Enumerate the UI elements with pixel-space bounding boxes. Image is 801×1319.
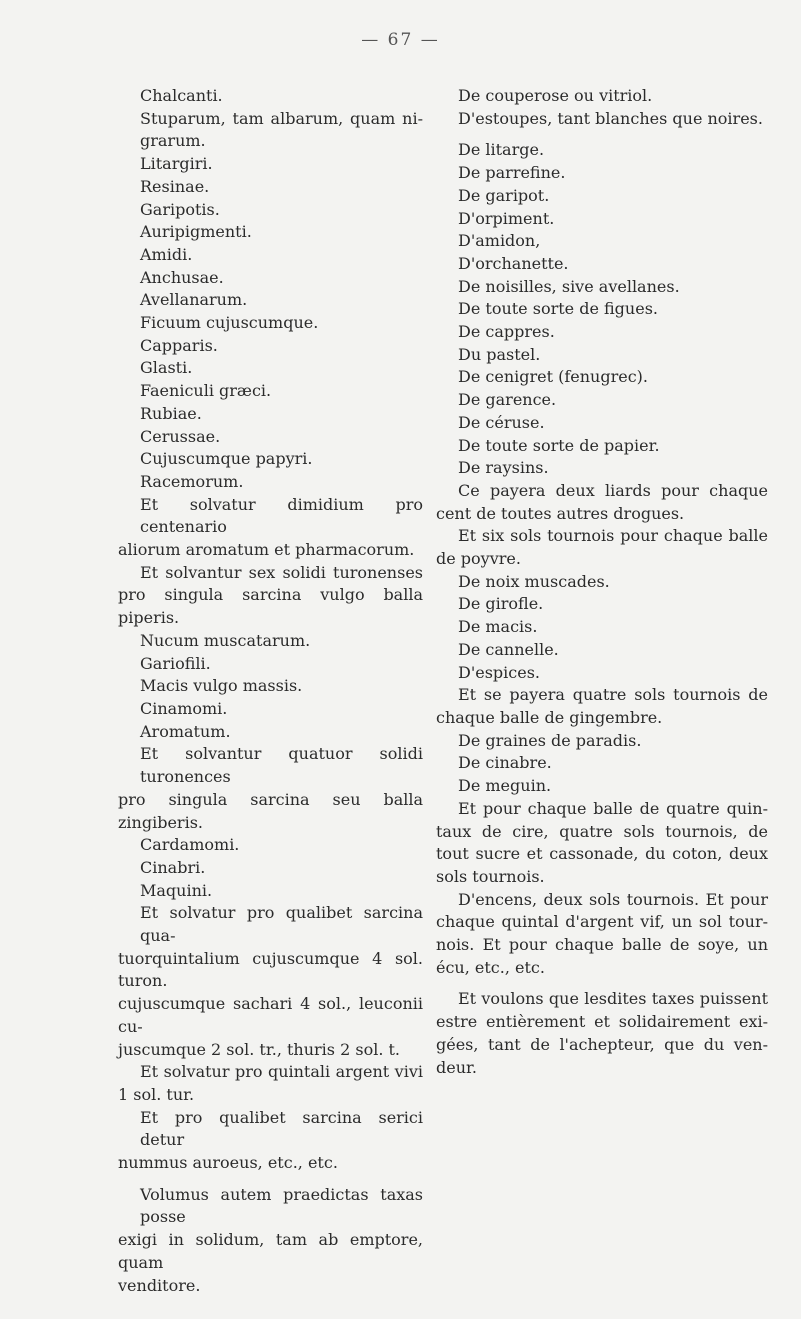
french-text-line: sols tournois. — [436, 866, 545, 886]
french-text-line: Du pastel. — [458, 344, 541, 364]
french-text-line: De girofle. — [458, 594, 544, 614]
french-text-line: De toute sorte de figues. — [458, 299, 658, 319]
latin-text-line: juscumque 2 sol. tr., thuris 2 sol. t. — [118, 1039, 401, 1059]
french-text-line: De noix muscades. — [458, 571, 610, 591]
latin-text-line: 1 sol. tur. — [118, 1084, 195, 1104]
latin-text-line: exigi in solidum, tam ab emptore, quam — [118, 1230, 423, 1272]
french-text-line: deur. — [436, 1057, 477, 1077]
french-text-line: De cannelle. — [458, 639, 559, 659]
latin-text-line: Macis vulgo massis. — [140, 676, 303, 696]
latin-text-line: Cinabri. — [140, 857, 206, 877]
french-column — [436, 85, 768, 1079]
latin-text-line: Avellanarum. — [140, 290, 248, 310]
french-text-line: D'orchanette. — [458, 253, 569, 273]
latin-text-line: nummus auroeus, etc., etc. — [118, 1153, 338, 1173]
french-text-line: Et voulons que lesdites taxes puissent — [458, 989, 768, 1009]
french-text-line: Et pour chaque balle de quatre quin- — [458, 798, 768, 818]
french-text-line: De cappres. — [458, 322, 555, 342]
latin-text-line: aliorum aromatum et pharmacorum. — [118, 540, 415, 560]
latin-text-line: Et pro qualibet sarcina serici detur — [140, 1107, 423, 1150]
latin-text-line: Nucum muscatarum. — [140, 630, 311, 650]
french-text-line: cent de toutes autres drogues. — [436, 503, 685, 523]
latin-text-line: Gariofili. — [140, 653, 211, 673]
latin-text-line: Litargiri. — [140, 154, 213, 174]
french-text-line: De toute sorte de papier. — [458, 435, 660, 455]
french-text-line: De céruse. — [458, 412, 545, 432]
french-text-line: D'estoupes, tant blanches que noires. — [458, 108, 763, 128]
latin-text-line: Ficuum cujuscumque. — [140, 313, 319, 333]
french-text-line: De garipot. — [458, 185, 550, 205]
french-text-line: écu, etc., etc. — [436, 957, 545, 977]
french-text-line: De parrefine. — [458, 163, 566, 183]
latin-text-line: Glasti. — [140, 358, 193, 378]
latin-text-line: Maquini. — [140, 880, 213, 900]
french-text-line: D'amidon, — [458, 231, 541, 251]
latin-text-line: cujuscumque sachari 4 sol., leuconii cu- — [118, 994, 423, 1036]
latin-text-line: Et solvantur sex solidi turonenses — [140, 562, 423, 582]
latin-text-line: Garipotis. — [140, 199, 220, 219]
latin-text-line: Resinae. — [140, 176, 210, 196]
french-text-line: Et six sols tournois pour chaque balle — [458, 526, 768, 546]
latin-text-line: Et solvatur pro qualibet sarcina qua- — [140, 903, 423, 946]
french-text-line: gées, tant de l'achepteur, que du ven- — [436, 1034, 768, 1054]
french-text-line: De macis. — [458, 617, 538, 637]
french-text-line: D'orpiment. — [458, 208, 555, 228]
french-text-line: De meguin. — [458, 776, 552, 796]
french-text-line: nois. Et pour chaque balle de soye, un — [436, 935, 768, 955]
latin-text-line: Et solvatur pro quintali argent vivi — [140, 1062, 423, 1082]
french-text-line: Ce payera deux liards pour chaque — [458, 480, 768, 500]
latin-text-line: Et solvantur quatuor solidi turonences — [140, 744, 423, 787]
latin-text-line: grarum. — [140, 131, 206, 151]
french-text-line: De noisilles, sive avellanes. — [458, 276, 680, 296]
latin-text-line: Chalcanti. — [140, 86, 223, 105]
french-text-line: de poyvre. — [436, 549, 521, 569]
french-text-line: De couperose ou vitriol. — [458, 86, 653, 105]
french-text-line: Et se payera quatre sols tournois de — [458, 685, 768, 705]
latin-text-line: Faeniculi græci. — [140, 381, 272, 401]
french-text-line: estre entièrement et solidairement exi- — [436, 1012, 768, 1032]
french-text-line: De raysins. — [458, 458, 549, 478]
latin-text-line: Stuparum, tam albarum, quam ni- — [140, 108, 423, 128]
latin-text-line: Volumus autem praedictas taxas posse — [140, 1184, 423, 1227]
latin-text-line: Racemorum. — [140, 471, 244, 491]
latin-text-line: tuorquintalium cujuscumque 4 sol. turon. — [118, 948, 423, 991]
latin-text-line: pro singula sarcina seu balla zingiberis. — [118, 789, 423, 832]
french-text-line: De garence. — [458, 390, 557, 410]
latin-text-line: Cardamomi. — [140, 835, 240, 855]
french-text-line: De cinabre. — [458, 753, 552, 773]
french-text-line: taux de cire, quatre sols tournois, de — [436, 821, 768, 841]
latin-text-line: Et solvatur dimidium pro centenario — [140, 494, 423, 537]
latin-text-line: Cinamomi. — [140, 698, 228, 718]
french-text-line: De litarge. — [458, 140, 545, 160]
latin-text-line: Capparis. — [140, 335, 218, 355]
latin-text-line: pro singula sarcina vulgo balla piperis. — [118, 585, 423, 628]
french-text-line: chaque balle de gingembre. — [436, 707, 663, 727]
latin-text-line: Cujuscumque papyri. — [140, 449, 313, 469]
latin-text-line: Aromatum. — [140, 721, 231, 741]
page-number: — 67 — — [361, 30, 440, 50]
french-text-line: De graines de paradis. — [458, 730, 642, 750]
latin-text-line: Anchusae. — [140, 267, 224, 287]
latin-text-line: Rubiae. — [140, 403, 202, 423]
french-text-line: De cenigret (fenugrec). — [458, 367, 648, 387]
latin-text-line: Amidi. — [140, 244, 193, 264]
latin-column — [118, 85, 423, 1297]
french-text-line: tout sucre et cassonade, du coton, deux — [436, 844, 768, 864]
latin-text-line: venditore. — [118, 1275, 201, 1295]
latin-text-line: Cerussae. — [140, 426, 221, 446]
french-text-line: D'encens, deux sols tournois. Et pour — [458, 889, 768, 909]
french-text-line: D'espices. — [458, 662, 540, 682]
french-text-line: chaque quintal d'argent vif, un sol tour- — [436, 912, 768, 932]
latin-text-line: Auripigmenti. — [140, 222, 252, 242]
